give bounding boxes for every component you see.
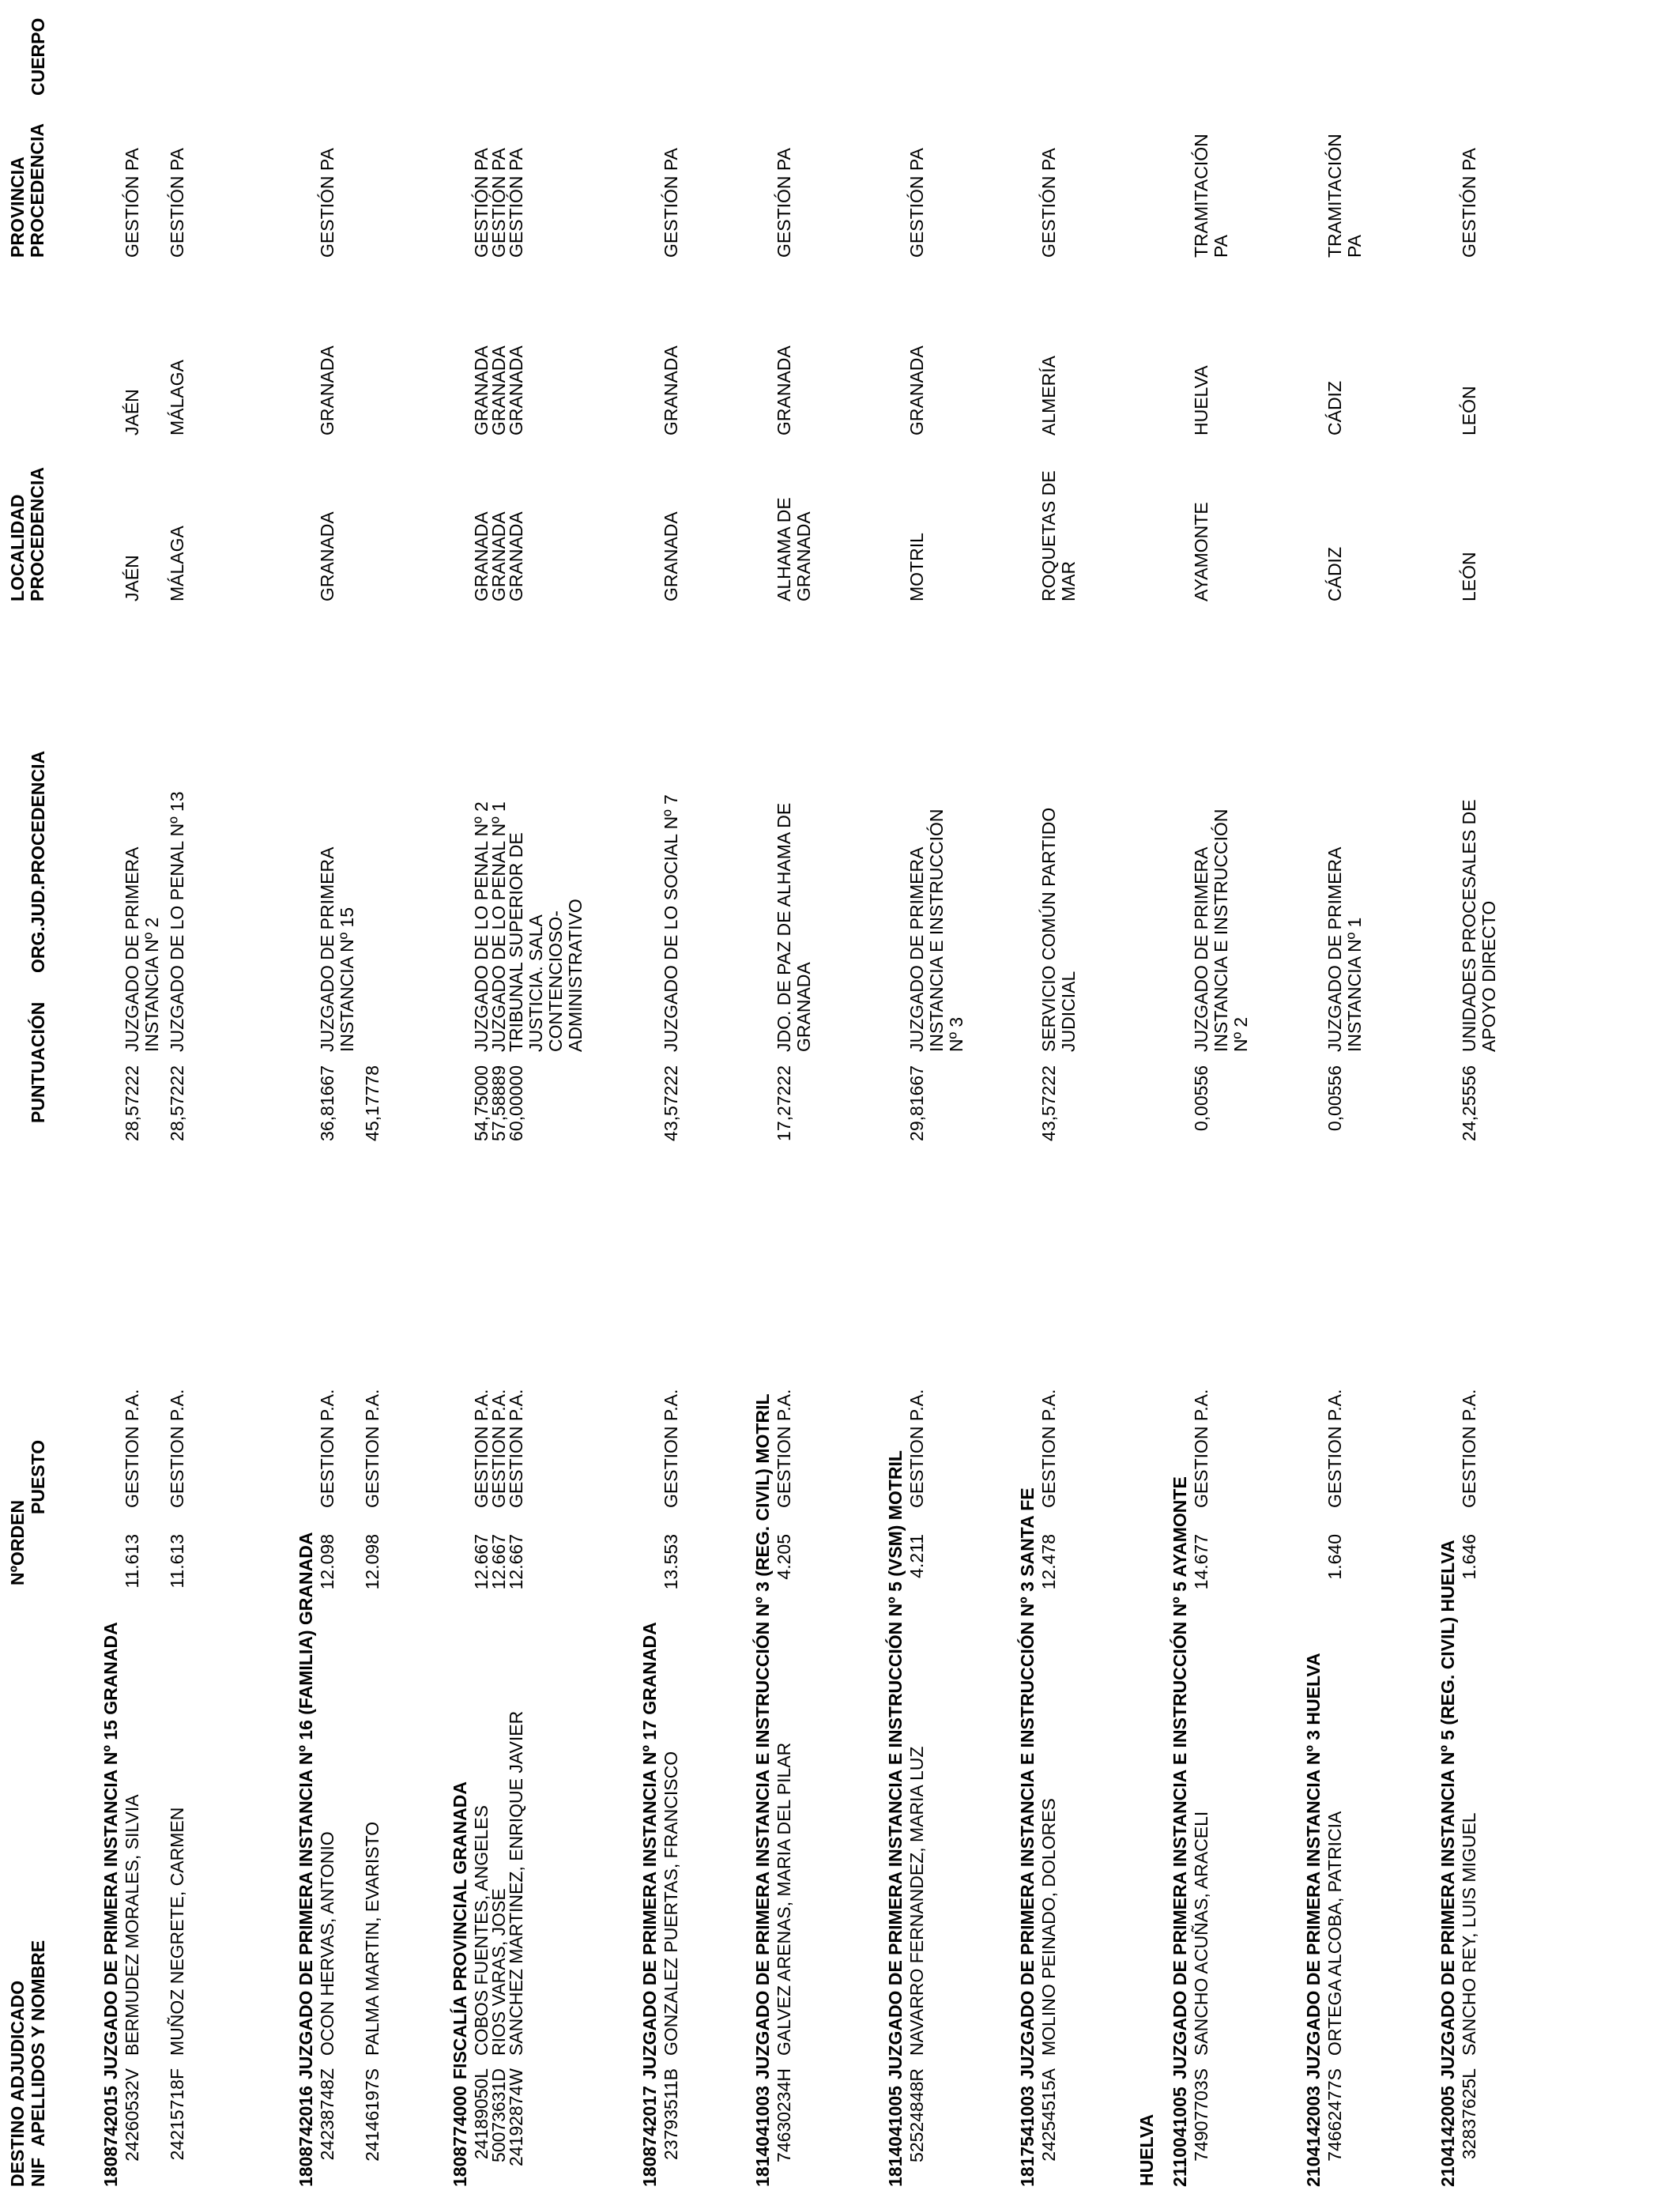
group-name: JUZGADO DE PRIMERA INSTANCIA E INSTRUCCIÓN Nº 5 (VSM) MOTRIL bbox=[885, 1450, 906, 2079]
row-orden: 12.667 bbox=[471, 1534, 492, 1590]
row-localidad: ALHAMA DE GRANADA bbox=[774, 497, 814, 601]
row-orden: 12.098 bbox=[362, 1534, 382, 1590]
row-puntuacion: 0,00556 bbox=[1191, 1065, 1211, 1132]
row-puesto: GESTION P.A. bbox=[1191, 1389, 1211, 1508]
row-nif: 52524848R bbox=[906, 2068, 927, 2162]
row-puntuacion: 28,57222 bbox=[122, 1065, 142, 1141]
row-puntuacion: 17,27222 bbox=[774, 1065, 794, 1141]
row-orden: 12.098 bbox=[317, 1534, 337, 1590]
group-name: JUZGADO DE PRIMERA INSTANCIA Nº 16 (FAMILIA) GRANADA bbox=[296, 1532, 316, 2079]
group-code: 1808742017 bbox=[639, 2086, 660, 2187]
row-provincia: HUELVA bbox=[1191, 365, 1211, 435]
row-nombre: SANCHO REY, LUIS MIGUEL bbox=[1459, 1812, 1479, 2056]
row-orden: 12.667 bbox=[488, 1534, 509, 1590]
row-nif: 74907703S bbox=[1191, 2068, 1211, 2162]
col-org-jud: ORG.JUD.PROCEDENCIA bbox=[28, 750, 48, 973]
row-puntuacion: 54,75000 bbox=[471, 1065, 492, 1141]
row-nif: 50073631D bbox=[488, 2068, 509, 2162]
col-cuerpo: CUERPO bbox=[28, 17, 48, 96]
row-nombre: SANCHEZ MARTINEZ, ENRIQUE JAVIER bbox=[506, 1710, 526, 2056]
row-puntuacion: 0,00556 bbox=[1324, 1065, 1345, 1132]
row-org-jud: JUZGADO DE PRIMERA INSTANCIA Nº 2 bbox=[122, 847, 162, 1052]
row-puntuacion: 29,81667 bbox=[906, 1065, 927, 1141]
row-nombre: RIOS VARAS, JOSE bbox=[488, 1888, 509, 2056]
row-orden: 12.667 bbox=[506, 1534, 526, 1590]
row-provincia: GRANADA bbox=[317, 345, 337, 435]
row-org-jud: JUZGADO DE LO PENAL Nº 2 bbox=[471, 801, 492, 1052]
row-nombre: OCON HERVAS, ANTONIO bbox=[317, 1831, 337, 2056]
row-org-jud: JUZGADO DE LO PENAL Nº 1 bbox=[488, 801, 509, 1052]
row-cuerpo: GESTIÓN PA bbox=[471, 148, 492, 258]
row-nombre: PALMA MARTIN, EVARISTO bbox=[362, 1821, 382, 2056]
row-puntuacion: 43,57222 bbox=[661, 1065, 681, 1141]
group-code: 1817541003 bbox=[1017, 2086, 1038, 2187]
group-name: JUZGADO DE PRIMERA INSTANCIA Nº 3 HUELVA bbox=[1303, 1653, 1324, 2079]
row-puntuacion: 28,57222 bbox=[167, 1065, 187, 1141]
row-provincia: GRANADA bbox=[906, 345, 927, 435]
row-nif: 24189050L bbox=[471, 2068, 492, 2160]
row-nombre: COBOS FUENTES, ANGELES bbox=[471, 1805, 492, 2056]
row-cuerpo: GESTIÓN PA bbox=[661, 148, 681, 258]
row-localidad: GRANADA bbox=[488, 511, 509, 601]
row-puesto: GESTION P.A. bbox=[362, 1389, 382, 1508]
row-cuerpo: GESTIÓN PA bbox=[317, 148, 337, 258]
row-localidad: GRANADA bbox=[661, 511, 681, 601]
group-code: 2104142005 bbox=[1437, 2086, 1458, 2187]
row-provincia: LEÓN bbox=[1459, 386, 1479, 435]
row-provincia: GRANADA bbox=[471, 345, 492, 435]
row-nif: 24260532V bbox=[122, 2068, 142, 2162]
row-nif: 74662477S bbox=[1324, 2068, 1345, 2162]
row-puesto: GESTION P.A. bbox=[488, 1389, 509, 1508]
row-localidad: ROQUETAS DE MAR bbox=[1038, 470, 1079, 601]
row-cuerpo: TRAMITACIÓN PA bbox=[1191, 134, 1231, 258]
group-name: JUZGADO DE PRIMERA INSTANCIA E INSTRUCCIÓN Nº 5 AYAMONTE bbox=[1170, 1476, 1190, 2079]
group-name: FISCALÍA PROVINCIAL GRANADA bbox=[450, 1781, 470, 2079]
row-nif: 24192874W bbox=[506, 2068, 526, 2167]
row-nombre: ORTEGA ALCOBA, PATRICIA bbox=[1324, 1811, 1345, 2056]
row-org-jud: JUZGADO DE PRIMERA INSTANCIA Nº 1 bbox=[1324, 847, 1365, 1052]
row-cuerpo: GESTIÓN PA bbox=[122, 148, 142, 258]
row-provincia: GRANADA bbox=[774, 345, 794, 435]
col-apellidos: APELLIDOS Y NOMBRE bbox=[28, 1940, 48, 2147]
group-code: 1814041003 bbox=[752, 2086, 773, 2187]
row-localidad: GRANADA bbox=[471, 511, 492, 601]
row-nombre: NAVARRO FERNANDEZ, MARIA LUZ bbox=[906, 1746, 927, 2056]
row-puesto: GESTION P.A. bbox=[167, 1389, 187, 1508]
row-puesto: GESTION P.A. bbox=[906, 1389, 927, 1508]
row-orden: 11.613 bbox=[167, 1534, 187, 1589]
row-provincia: GRANADA bbox=[488, 345, 509, 435]
row-puesto: GESTION P.A. bbox=[471, 1389, 492, 1508]
row-orden: 1.646 bbox=[1459, 1534, 1479, 1580]
row-cuerpo: GESTIÓN PA bbox=[1038, 148, 1059, 258]
row-provincia: MÁLAGA bbox=[167, 360, 187, 435]
row-nif: 23793511B bbox=[661, 2068, 681, 2160]
row-puesto: GESTION P.A. bbox=[1459, 1389, 1479, 1508]
row-cuerpo: GESTIÓN PA bbox=[167, 148, 187, 258]
col-provincia: PROVINCIA PROCEDENCIA bbox=[7, 123, 47, 258]
group-code: 1808742015 bbox=[100, 2086, 121, 2187]
row-org-jud: JUZGADO DE PRIMERA INSTANCIA E INSTRUCCIÓN Nº 2 bbox=[1191, 809, 1251, 1052]
row-localidad: LEÓN bbox=[1459, 552, 1479, 601]
row-localidad: JAÉN bbox=[122, 555, 142, 601]
row-puesto: GESTION P.A. bbox=[1324, 1389, 1345, 1508]
row-puntuacion: 60,00000 bbox=[506, 1065, 526, 1141]
row-org-jud: UNIDADES PROCESALES DE APOYO DIRECTO bbox=[1459, 799, 1499, 1052]
row-localidad: MOTRIL bbox=[906, 533, 927, 601]
row-nif: 32837625L bbox=[1459, 2068, 1479, 2160]
row-puntuacion: 36,81667 bbox=[317, 1065, 337, 1141]
row-nif: 24238748Z bbox=[317, 2068, 337, 2161]
row-provincia: ALMERÍA bbox=[1038, 356, 1059, 435]
row-nombre: MUÑOZ NEGRETE, CARMEN bbox=[167, 1807, 187, 2056]
row-puntuacion: 24,25556 bbox=[1459, 1065, 1479, 1141]
row-puesto: GESTION P.A. bbox=[122, 1389, 142, 1508]
row-org-jud: JUZGADO DE LO SOCIAL Nº 7 bbox=[661, 794, 681, 1052]
row-cuerpo: GESTIÓN PA bbox=[774, 148, 794, 258]
row-nif: 24146197S bbox=[362, 2068, 382, 2162]
row-puesto: GESTION P.A. bbox=[1038, 1389, 1059, 1508]
row-nombre: MOLINO PEINADO, DOLORES bbox=[1038, 1798, 1059, 2056]
row-org-jud: JUZGADO DE PRIMERA INSTANCIA E INSTRUCCIÓN Nº 3 bbox=[906, 809, 966, 1052]
row-orden: 4.211 bbox=[906, 1534, 927, 1578]
row-provincia: CÁDIZ bbox=[1324, 381, 1345, 435]
group-code: 1808742016 bbox=[296, 2086, 316, 2187]
row-puesto: GESTION P.A. bbox=[774, 1389, 794, 1508]
row-nif: 24254515A bbox=[1038, 2068, 1059, 2162]
row-cuerpo: TRAMITACIÓN PA bbox=[1324, 134, 1365, 258]
row-org-jud: JUZGADO DE PRIMERA INSTANCIA Nº 15 bbox=[317, 847, 357, 1052]
row-nombre: GALVEZ ARENAS, MARIA DEL PILAR bbox=[774, 1742, 794, 2056]
row-orden: 12.478 bbox=[1038, 1534, 1059, 1590]
group-code: 2110041005 bbox=[1170, 2087, 1190, 2187]
row-nif: 74630234H bbox=[774, 2068, 794, 2162]
row-cuerpo: GESTIÓN PA bbox=[488, 148, 509, 258]
row-orden: 13.553 bbox=[661, 1534, 681, 1590]
row-orden: 4.205 bbox=[774, 1534, 794, 1580]
row-cuerpo: GESTIÓN PA bbox=[1459, 148, 1479, 258]
row-cuerpo: GESTIÓN PA bbox=[906, 148, 927, 258]
row-localidad: GRANADA bbox=[317, 511, 337, 601]
row-puntuacion: 57,58889 bbox=[488, 1065, 509, 1141]
destino-adjudicado-heading: DESTINO ADJUDICADO bbox=[7, 1980, 28, 2187]
row-org-jud: JDO. DE PAZ DE ALHAMA DE GRANADA bbox=[774, 802, 814, 1052]
row-puesto: GESTION P.A. bbox=[317, 1389, 337, 1508]
col-localidad: LOCALIDAD PROCEDENCIA bbox=[7, 467, 47, 601]
row-puesto: GESTION P.A. bbox=[506, 1389, 526, 1508]
row-orden: 11.613 bbox=[122, 1534, 142, 1589]
row-provincia: GRANADA bbox=[506, 345, 526, 435]
group-name: JUZGADO DE PRIMERA INSTANCIA E INSTRUCCIÓN Nº 3 SANTA FE bbox=[1017, 1487, 1038, 2079]
row-nombre: GONZALEZ PUERTAS, FRANCISCO bbox=[661, 1751, 681, 2056]
col-puntuacion: PUNTUACIÓN bbox=[28, 1001, 48, 1123]
row-puntuacion: 43,57222 bbox=[1038, 1065, 1059, 1141]
row-orden: 1.640 bbox=[1324, 1534, 1345, 1580]
group-name: JUZGADO DE PRIMERA INSTANCIA Nº 5 (REG. CIVIL) HUELVA bbox=[1437, 1540, 1458, 2079]
row-nombre: BERMUDEZ MORALES, SILVIA bbox=[122, 1794, 142, 2056]
row-org-jud: SERVICIO COMÚN PARTIDO JUDICIAL bbox=[1038, 807, 1079, 1052]
group-name: JUZGADO DE PRIMERA INSTANCIA Nº 17 GRANADA bbox=[639, 1622, 660, 2079]
col-norden: NºORDEN bbox=[7, 1499, 28, 1585]
col-puesto: PUESTO bbox=[28, 1439, 48, 1514]
row-localidad: AYAMONTE bbox=[1191, 502, 1211, 601]
row-nombre: SANCHO ACUÑAS, ARACELI bbox=[1191, 1811, 1211, 2056]
province-heading: HUELVA bbox=[1136, 2113, 1157, 2186]
group-code: 2104142003 bbox=[1303, 2086, 1324, 2187]
row-localidad: MÁLAGA bbox=[167, 526, 187, 601]
row-org-jud: TRIBUNAL SUPERIOR DE JUSTICIA. SALA CONTENCIOSO-ADMINISTRATIVO bbox=[506, 832, 586, 1052]
row-localidad: CÁDIZ bbox=[1324, 547, 1345, 601]
row-provincia: GRANADA bbox=[661, 345, 681, 435]
group-name: JUZGADO DE PRIMERA INSTANCIA Nº 15 GRANADA bbox=[100, 1622, 121, 2079]
row-orden: 14.677 bbox=[1191, 1534, 1211, 1590]
group-code: 1808774000 bbox=[450, 2086, 470, 2187]
row-puntuacion: 45,17778 bbox=[362, 1065, 382, 1141]
row-org-jud: JUZGADO DE LO PENAL Nº 13 bbox=[167, 791, 187, 1052]
row-provincia: JAÉN bbox=[122, 389, 142, 435]
row-puesto: GESTION P.A. bbox=[661, 1389, 681, 1508]
group-code: 1814041005 bbox=[885, 2086, 906, 2187]
row-localidad: GRANADA bbox=[506, 511, 526, 601]
group-name: JUZGADO DE PRIMERA INSTANCIA E INSTRUCCIÓN Nº 3 (REG. CIVIL) MOTRIL bbox=[752, 1393, 773, 2079]
col-nif: NIF bbox=[28, 2157, 48, 2187]
row-cuerpo: GESTIÓN PA bbox=[506, 148, 526, 258]
row-nif: 24215718F bbox=[167, 2068, 187, 2161]
